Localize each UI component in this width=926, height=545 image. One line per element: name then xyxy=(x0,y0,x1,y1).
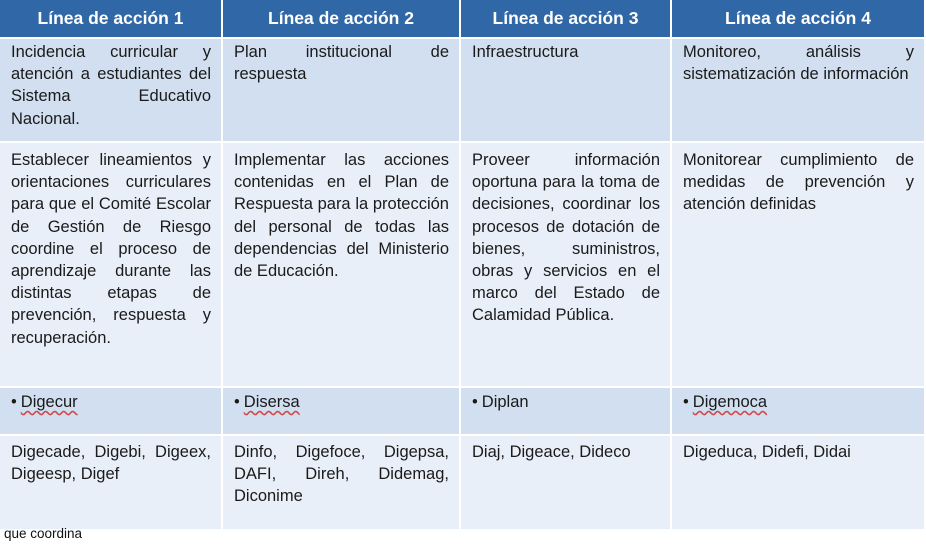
lead-directorate: Digemoca xyxy=(692,393,768,411)
cell-support-1: Digecade, Digebi, Digeex, Digeesp, Digef xyxy=(0,435,222,530)
bullet-icon: • xyxy=(472,393,478,411)
cell-title-3: Infraestructura xyxy=(460,38,671,142)
header-action-line-1: Línea de acción 1 xyxy=(0,0,222,38)
cell-title-2: Plan institucional de respuesta xyxy=(222,38,460,142)
lead-directorate: Disersa xyxy=(243,393,300,411)
cell-support-3: Diaj, Digeace, Dideco xyxy=(460,435,671,530)
footer-caption: que coordina xyxy=(4,526,83,541)
cell-lead-3 xyxy=(460,387,671,435)
table-row-description xyxy=(0,142,925,387)
cell-title-4: Monitoreo, análisis y sistematización de información xyxy=(671,38,925,142)
header-action-line-4: Línea de acción 4 xyxy=(671,0,925,38)
bullet-icon: • xyxy=(11,393,17,411)
cell-description-3: Proveer información oportuna para la toma de decisiones, coordinar los procesos de dotación de bienes, suministros, obras y servicios en el marco del Estado de Calamidad Pública. xyxy=(460,142,671,387)
table-row-title xyxy=(0,38,925,142)
lead-directorate: Diplan xyxy=(481,393,529,411)
bullet-icon: • xyxy=(234,393,240,411)
cell-support-4: Digeduca, Didefi, Didai xyxy=(671,435,925,530)
header-action-line-3: Línea de acción 3 xyxy=(460,0,671,38)
header-row xyxy=(0,0,925,38)
cell-lead-1 xyxy=(0,387,222,435)
bullet-icon: • xyxy=(683,393,689,411)
cell-support-2: Dinfo, Digefoce, Digepsa, DAFI, Direh, Didemag, Diconime xyxy=(222,435,460,530)
lead-directorate: Digecur xyxy=(20,393,78,411)
cell-title-1: Incidencia curricular y atención a estudiantes del Sistema Educativo Nacional. xyxy=(0,38,222,142)
table-row-lead-directorate xyxy=(0,387,925,435)
cell-description-1: Establecer lineamientos y orientaciones curriculares para que el Comité Escolar de Gestión de Riesgo coordine el proceso de aprendizaje durante las distintas etapas de prevención, respuesta y recuperación. xyxy=(0,142,222,387)
cell-description-2: Implementar las acciones contenidas en el Plan de Respuesta para la protección del personal de todas las dependencias del Ministerio de Educación. xyxy=(222,142,460,387)
cell-lead-4 xyxy=(671,387,925,435)
table-row-supporting-directorates xyxy=(0,435,925,530)
cell-description-4: Monitorear cumplimiento de medidas de prevención y atención definidas xyxy=(671,142,925,387)
cell-lead-2 xyxy=(222,387,460,435)
header-action-line-2: Línea de acción 2 xyxy=(222,0,460,38)
